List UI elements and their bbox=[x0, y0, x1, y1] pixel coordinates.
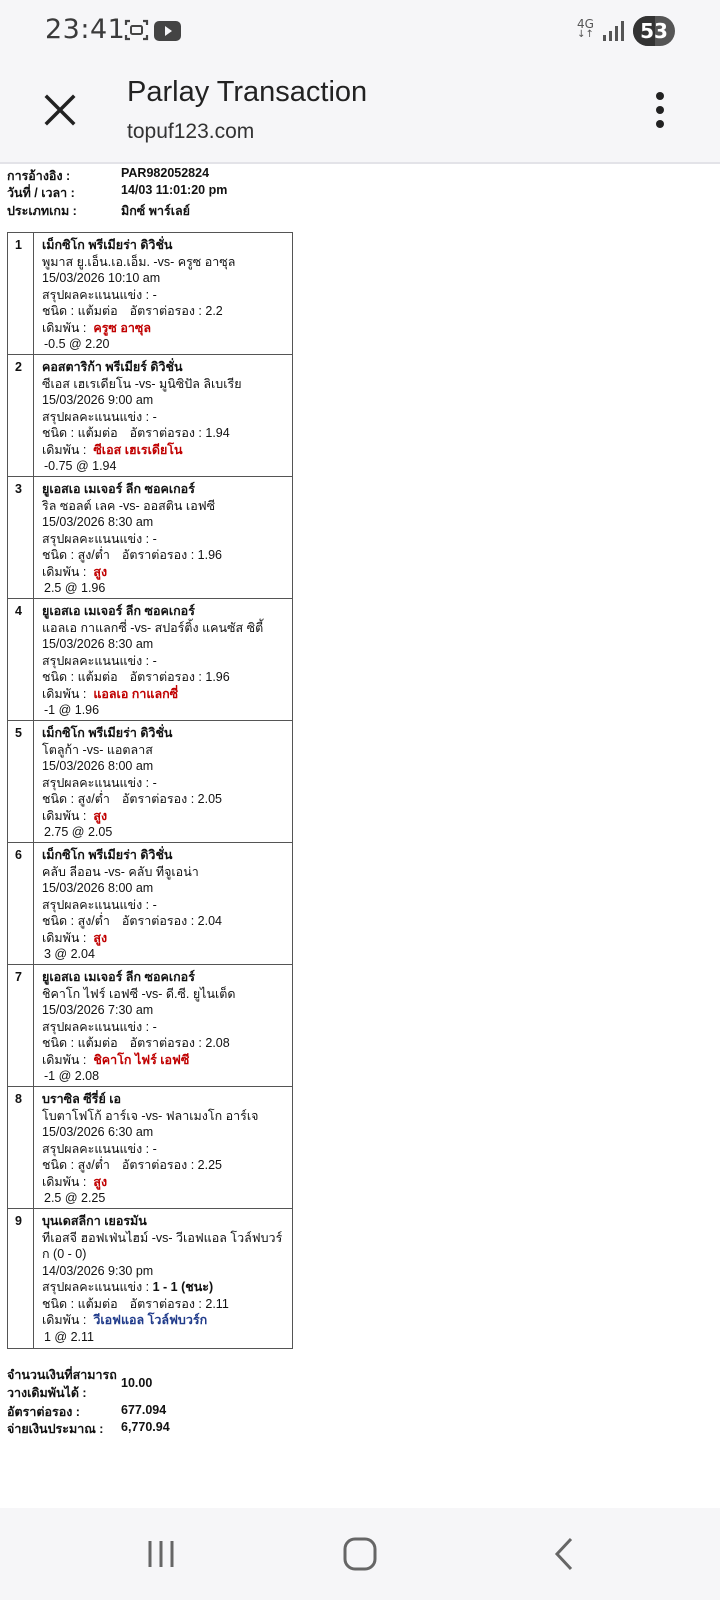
odds-label: อัตราต่อรอง : bbox=[121, 548, 195, 562]
bet-row bbox=[8, 965, 292, 1087]
type-label: ชนิด : bbox=[42, 426, 75, 440]
type-label: ชนิด : bbox=[42, 304, 75, 318]
bet-match: ทีเอสจี ฮอฟเฟ่นไฮม์ -vs- วีเอฟแอล โวล์ฟบวร์ก (0 - 0) bbox=[42, 1230, 283, 1261]
bet-match: แอลเอ กาแลกซี่ -vs- สปอร์ติ้ง แคนซัส ซิตี้ bbox=[42, 620, 264, 635]
bet-label: เดิมพัน : bbox=[42, 1313, 87, 1327]
score-label: สรุปผลคะแนนแข่ง : bbox=[42, 897, 150, 912]
summary-value: 10.00 bbox=[121, 1376, 153, 1390]
bet-match: พูมาส ยู.เอ็น.เอ.เอ็ม. -vs- ครูซ อาซุล bbox=[42, 254, 236, 269]
bet-row bbox=[8, 843, 292, 965]
bet-number: 1 bbox=[8, 233, 34, 354]
bet-label: เดิมพัน : bbox=[42, 320, 87, 335]
bet-date: 15/03/2026 9:00 am bbox=[42, 393, 154, 407]
bet-score-line bbox=[42, 531, 288, 548]
meta-value: มิกซ์ พาร์เลย์ bbox=[121, 204, 190, 218]
bet-details bbox=[42, 603, 288, 719]
bet-line: -1 @ 1.96 bbox=[44, 703, 100, 717]
bet-type: สูง/ต่ำ bbox=[77, 1158, 110, 1172]
bet-details bbox=[42, 481, 288, 597]
odds-label: อัตราต่อรอง : bbox=[121, 792, 195, 806]
odds-label: อัตราต่อรอง : bbox=[129, 1036, 202, 1050]
signal-icon bbox=[602, 20, 624, 42]
bet-score-line bbox=[42, 653, 288, 670]
bet-type-line bbox=[42, 669, 288, 686]
bet-league: เม็กซิโก พรีเมียร่า ดิวิชั่น bbox=[42, 238, 173, 252]
bet-odds: 1.94 bbox=[205, 426, 230, 440]
bet-type: แต้มต่อ bbox=[77, 670, 118, 684]
bet-pick-line bbox=[42, 564, 288, 581]
bet-number: 5 bbox=[8, 721, 34, 842]
summary-value: 677.094 bbox=[121, 1403, 167, 1417]
meta-value: PAR982052824 bbox=[121, 166, 210, 180]
bet-type-line bbox=[42, 1035, 288, 1052]
bet-date: 15/03/2026 8:30 am bbox=[42, 637, 154, 651]
bet-details bbox=[42, 969, 288, 1085]
bet-type-line bbox=[42, 303, 288, 320]
bet-pick-line bbox=[42, 442, 288, 459]
score-label: สรุปผลคะแนนแข่ง : bbox=[42, 1141, 150, 1156]
bet-type-line bbox=[42, 425, 288, 442]
bet-date: 15/03/2026 8:30 am bbox=[42, 515, 154, 529]
bet-pick-line bbox=[42, 1312, 288, 1329]
bet-line: 2.5 @ 1.96 bbox=[44, 581, 106, 595]
bet-type-line bbox=[42, 1157, 288, 1174]
odds-label: อัตราต่อรอง : bbox=[129, 670, 202, 684]
bet-odds: 2.05 bbox=[197, 792, 223, 806]
status-bar bbox=[0, 0, 720, 62]
bet-match: โตลูก้า -vs- แอตลาส bbox=[42, 742, 153, 757]
type-label: ชนิด : bbox=[42, 792, 75, 806]
bet-details bbox=[42, 725, 288, 841]
bet-type-line bbox=[42, 547, 288, 564]
bet-details bbox=[42, 847, 288, 963]
score-label: สรุปผลคะแนนแข่ง : bbox=[42, 1019, 150, 1034]
type-label: ชนิด : bbox=[42, 548, 75, 562]
back-icon[interactable] bbox=[545, 1534, 585, 1574]
bet-details bbox=[42, 237, 288, 353]
bet-match: คลับ ลีออน -vs- คลับ ทีจูเอน่า bbox=[42, 864, 199, 879]
bet-line: -0.75 @ 1.94 bbox=[44, 459, 117, 473]
meta-label: การอ้างอิง : bbox=[7, 169, 71, 183]
bet-score-line bbox=[42, 409, 288, 426]
odds-label: อัตราต่อรอง : bbox=[129, 426, 202, 440]
bet-pick: ชิคาโก ไฟร์ เอฟซี bbox=[93, 1052, 190, 1067]
odds-label: อัตราต่อรอง : bbox=[121, 1158, 195, 1172]
type-label: ชนิด : bbox=[42, 1036, 75, 1050]
bet-number: 6 bbox=[8, 843, 34, 964]
type-label: ชนิด : bbox=[42, 1296, 75, 1311]
score-label: สรุปผลคะแนนแข่ง : bbox=[42, 531, 150, 546]
more-vert-icon[interactable] bbox=[648, 90, 672, 130]
bet-league: บราซิล ซีรี่ย์ เอ bbox=[42, 1092, 122, 1106]
bet-type: สูง/ต่ำ bbox=[77, 914, 110, 928]
score-label: สรุปผลคะแนนแข่ง : bbox=[42, 653, 150, 668]
meta-label: วันที่ / เวลา : bbox=[7, 186, 75, 200]
screenshot-icon bbox=[124, 18, 149, 42]
summary-label: จ่ายเงินประมาณ : bbox=[7, 1422, 104, 1436]
home-icon[interactable] bbox=[340, 1534, 380, 1574]
bet-match: โบตาโฟโก้ อาร์เจ -vs- ฟลาเมงโก อาร์เจ bbox=[42, 1108, 259, 1123]
bet-date: 15/03/2026 10:10 am bbox=[42, 271, 161, 285]
bet-score-line bbox=[42, 1279, 288, 1296]
bet-type: สูง/ต่ำ bbox=[77, 548, 110, 562]
bet-details bbox=[42, 1213, 288, 1345]
bet-odds: 2.25 bbox=[197, 1158, 223, 1172]
bet-label: เดิมพัน : bbox=[42, 686, 87, 701]
bet-score-line bbox=[42, 287, 288, 304]
bet-odds: 2.08 bbox=[205, 1036, 230, 1050]
bet-match: ริล ซอลต์ เลค -vs- ออสติน เอฟซี bbox=[42, 498, 216, 513]
odds-label: อัตราต่อรอง : bbox=[121, 914, 195, 928]
bet-row bbox=[8, 477, 292, 599]
bet-pick: แอลเอ กาแลกซี่ bbox=[93, 686, 179, 701]
bet-league: เม็กซิโก พรีเมียร่า ดิวิชั่น bbox=[42, 848, 173, 862]
score-label: สรุปผลคะแนนแข่ง : bbox=[42, 775, 150, 790]
bet-league: ยูเอสเอ เมเจอร์ ลีก ซอคเกอร์ bbox=[42, 604, 195, 618]
network-indicator: 4G ↓↑ bbox=[577, 17, 594, 40]
bet-label: เดิมพัน : bbox=[42, 930, 87, 945]
bet-pick: สูง bbox=[93, 808, 108, 823]
status-time: 23:41 bbox=[45, 14, 126, 45]
bet-league: เม็กซิโก พรีเมียร่า ดิวิชั่น bbox=[42, 726, 173, 740]
odds-label: อัตราต่อรอง : bbox=[129, 1296, 202, 1311]
battery-icon bbox=[633, 16, 675, 46]
bet-details bbox=[42, 359, 288, 475]
bet-score-line bbox=[42, 1141, 288, 1158]
bet-number: 9 bbox=[8, 1209, 34, 1348]
score-label: สรุปผลคะแนนแข่ง : bbox=[42, 409, 150, 424]
bet-score: - bbox=[152, 897, 157, 912]
bet-score: - bbox=[152, 1141, 157, 1156]
bet-pick-line bbox=[42, 808, 288, 825]
bet-line: 2.75 @ 2.05 bbox=[44, 825, 113, 839]
bet-row bbox=[8, 355, 292, 477]
bet-pick-line bbox=[42, 1052, 288, 1069]
custom-tab-toolbar bbox=[0, 62, 720, 164]
bet-line: 1 @ 2.11 bbox=[44, 1329, 94, 1344]
bet-match: ซีเอส เฮเรเดียโน -vs- มูนิซิปัล ลิเบเรีย bbox=[42, 376, 242, 391]
bet-line: -0.5 @ 2.20 bbox=[44, 337, 110, 351]
bet-pick-line bbox=[42, 686, 288, 703]
bet-label: เดิมพัน : bbox=[42, 1174, 87, 1189]
battery-level: 53 bbox=[640, 19, 668, 43]
page-title: Parlay Transaction bbox=[127, 76, 368, 108]
bet-score-line bbox=[42, 897, 288, 914]
bet-line: -1 @ 2.08 bbox=[44, 1069, 100, 1083]
youtube-icon bbox=[154, 21, 181, 41]
bet-details bbox=[42, 1091, 288, 1207]
summary-label: จำนวนเงินที่สามารถวางเดิมพันได้ : bbox=[7, 1368, 117, 1400]
bet-label: เดิมพัน : bbox=[42, 808, 87, 823]
type-label: ชนิด : bbox=[42, 670, 75, 684]
bet-pick-line bbox=[42, 320, 288, 337]
bet-league: ยูเอสเอ เมเจอร์ ลีก ซอคเกอร์ bbox=[42, 970, 195, 984]
bet-type: แต้มต่อ bbox=[77, 1296, 118, 1311]
recents-icon[interactable] bbox=[141, 1534, 181, 1574]
bet-row bbox=[8, 1087, 292, 1209]
bet-pick: วีเอฟแอล โวล์ฟบวร์ก bbox=[93, 1313, 208, 1327]
bet-pick: สูง bbox=[93, 1174, 108, 1189]
bet-label: เดิมพัน : bbox=[42, 1052, 87, 1067]
bet-score: - bbox=[152, 1019, 157, 1034]
bet-type: แต้มต่อ bbox=[77, 426, 118, 440]
bet-line: 3 @ 2.04 bbox=[44, 947, 95, 961]
meta-value: 14/03 11:01:20 pm bbox=[121, 183, 228, 197]
bet-label: เดิมพัน : bbox=[42, 564, 87, 579]
bets-table bbox=[7, 232, 293, 1349]
bet-score: - bbox=[152, 287, 157, 302]
bet-score: - bbox=[152, 653, 157, 668]
bet-row bbox=[8, 233, 292, 355]
bet-label: เดิมพัน : bbox=[42, 442, 87, 457]
bet-odds: 1.96 bbox=[197, 548, 223, 562]
bet-pick-line bbox=[42, 930, 288, 947]
bet-row bbox=[8, 721, 292, 843]
odds-label: อัตราต่อรอง : bbox=[129, 304, 202, 318]
bet-odds: 2.04 bbox=[197, 914, 223, 928]
bet-match: ชิคาโก ไฟร์ เอฟซี -vs- ดี.ซี. ยูไนเต็ด bbox=[42, 986, 236, 1001]
bet-odds: 2.2 bbox=[205, 304, 223, 318]
bet-odds: 1.96 bbox=[205, 670, 230, 684]
bet-row bbox=[8, 1209, 292, 1348]
summary-label: อัตราต่อรอง : bbox=[7, 1405, 80, 1419]
bet-score: - bbox=[152, 409, 157, 424]
bet-pick: สูง bbox=[93, 564, 108, 579]
close-icon[interactable] bbox=[40, 90, 80, 130]
bet-number: 3 bbox=[8, 477, 34, 598]
type-label: ชนิด : bbox=[42, 1158, 75, 1172]
bet-pick: ครูซ อาซุล bbox=[93, 320, 152, 335]
bet-score: 1 - 1 (ชนะ) bbox=[152, 1280, 214, 1294]
score-label: สรุปผลคะแนนแข่ง : bbox=[42, 287, 150, 302]
bet-score: - bbox=[152, 775, 157, 790]
bet-pick-line bbox=[42, 1174, 288, 1191]
summary-value: 6,770.94 bbox=[121, 1420, 170, 1434]
bet-type: แต้มต่อ bbox=[77, 1036, 118, 1050]
bet-pick: สูง bbox=[93, 930, 108, 945]
bet-date: 15/03/2026 8:00 am bbox=[42, 881, 154, 895]
type-label: ชนิด : bbox=[42, 914, 75, 928]
bet-type: แต้มต่อ bbox=[77, 304, 118, 318]
bet-number: 2 bbox=[8, 355, 34, 476]
bet-type-line bbox=[42, 1296, 288, 1313]
bet-date: 14/03/2026 9:30 pm bbox=[42, 1263, 154, 1278]
bet-score-line bbox=[42, 775, 288, 792]
bet-type-line bbox=[42, 791, 288, 808]
bet-league: บุนเดสลีกา เยอรมัน bbox=[42, 1214, 147, 1228]
meta-label: ประเภทเกม : bbox=[7, 204, 77, 218]
bet-number: 4 bbox=[8, 599, 34, 720]
bet-date: 15/03/2026 6:30 am bbox=[42, 1125, 154, 1139]
page-url: topuf123.com bbox=[127, 120, 255, 143]
bet-row bbox=[8, 599, 292, 721]
transaction-content bbox=[0, 166, 720, 1508]
bet-score-line bbox=[42, 1019, 288, 1036]
bet-line: 2.5 @ 2.25 bbox=[44, 1191, 106, 1205]
bet-date: 15/03/2026 7:30 am bbox=[42, 1003, 154, 1017]
navigation-bar bbox=[0, 1508, 720, 1600]
bet-type-line bbox=[42, 913, 288, 930]
bet-score: - bbox=[152, 531, 157, 546]
bet-date: 15/03/2026 8:00 am bbox=[42, 759, 154, 773]
bet-type: สูง/ต่ำ bbox=[77, 792, 110, 806]
bet-pick: ซีเอส เฮเรเดียโน bbox=[93, 442, 183, 457]
bet-odds: 2.11 bbox=[205, 1296, 229, 1311]
bet-number: 8 bbox=[8, 1087, 34, 1208]
bet-number: 7 bbox=[8, 965, 34, 1086]
score-label: สรุปผลคะแนนแข่ง : bbox=[42, 1280, 150, 1294]
bet-league: ยูเอสเอ เมเจอร์ ลีก ซอคเกอร์ bbox=[42, 482, 195, 496]
bet-league: คอสตาริก้า พรีเมียร์ ดิวิชั่น bbox=[42, 360, 183, 374]
